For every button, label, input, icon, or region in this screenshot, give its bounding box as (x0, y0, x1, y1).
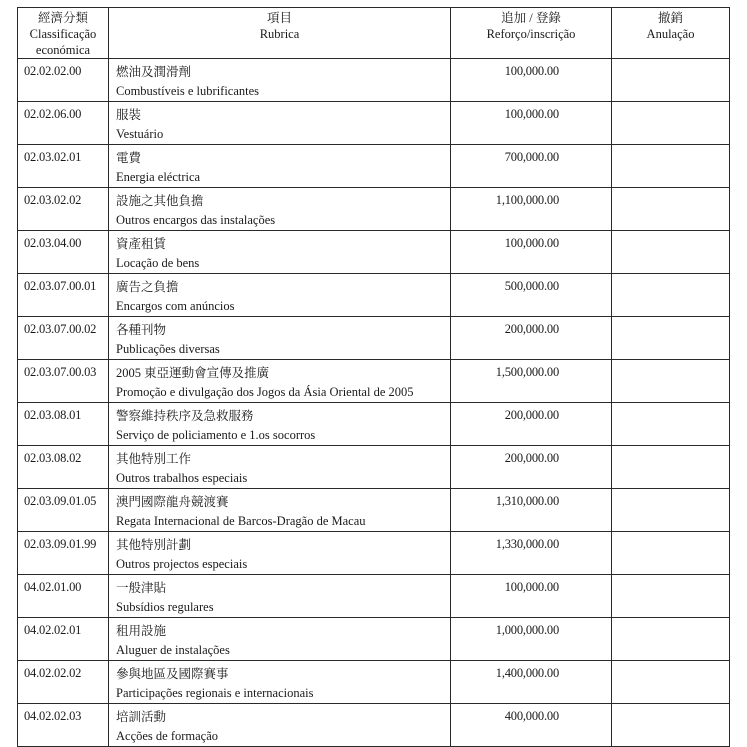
row-name-pt: Outros encargos das instalações (116, 213, 276, 227)
row-annulment (612, 661, 730, 704)
row-name-pt: Aluguer de instalações (116, 643, 230, 657)
row-name-zh: 一般津貼 (116, 581, 167, 595)
row-name-zh: 服裝 (116, 108, 142, 122)
row-name-pt: Promoção e divulgação dos Jogos da Ásia Oriental de 2005 (116, 385, 414, 399)
header-reinforcement (451, 8, 612, 59)
row-annulment (612, 59, 730, 102)
header-col3-zh: 追加 / 登錄 (501, 11, 561, 25)
row-amount: 100,000.00 (451, 575, 612, 618)
row-annulment (612, 618, 730, 661)
row-annulment (612, 317, 730, 360)
table-row (18, 661, 730, 704)
table-row (18, 145, 730, 188)
row-name-zh: 其他特別工作 (116, 452, 192, 466)
row-name-pt: Energia eléctrica (116, 170, 201, 184)
row-code: 04.02.02.02 (18, 661, 109, 704)
row-name-pt: Locação de bens (116, 256, 200, 270)
row-name-zh: 警察維持秩序及急救服務 (116, 409, 254, 423)
row-name-pt: Serviço de policiamento e 1.os socorros (116, 428, 316, 442)
row-name-zh: 培訓活動 (116, 710, 167, 724)
row-name-pt: Combustíveis e lubrificantes (116, 84, 260, 98)
row-code: 02.03.02.01 (18, 145, 109, 188)
table-row (18, 618, 730, 661)
row-code: 02.03.07.00.03 (18, 360, 109, 403)
row-name-pt: Subsídios regulares (116, 600, 214, 614)
header-col2-pt: Rubrica (259, 27, 300, 41)
row-rubric (109, 188, 451, 231)
row-rubric (109, 360, 451, 403)
row-amount: 100,000.00 (451, 231, 612, 274)
table-row (18, 317, 730, 360)
table-row (18, 231, 730, 274)
row-rubric (109, 274, 451, 317)
row-name-zh: 各種刊物 (116, 323, 167, 337)
row-amount: 500,000.00 (451, 274, 612, 317)
row-amount: 200,000.00 (451, 403, 612, 446)
row-annulment (612, 145, 730, 188)
row-annulment (612, 575, 730, 618)
row-code: 02.02.02.00 (18, 59, 109, 102)
row-name-pt: Outros projectos especiais (116, 557, 248, 571)
row-annulment (612, 274, 730, 317)
row-name-zh: 2005 東亞運動會宣傳及推廣 (116, 366, 270, 380)
row-name-zh: 租用設施 (116, 624, 167, 638)
row-code: 04.02.02.01 (18, 618, 109, 661)
row-amount: 200,000.00 (451, 317, 612, 360)
row-code: 02.03.09.01.99 (18, 532, 109, 575)
header-col4-pt: Anulação (646, 27, 695, 41)
row-code: 02.03.07.00.02 (18, 317, 109, 360)
row-amount: 1,100,000.00 (451, 188, 612, 231)
header-col1-pt-line2: económica (35, 43, 91, 57)
row-amount: 1,000,000.00 (451, 618, 612, 661)
row-rubric (109, 317, 451, 360)
row-amount: 700,000.00 (451, 145, 612, 188)
row-name-pt: Vestuário (116, 127, 164, 141)
row-annulment (612, 403, 730, 446)
row-name-zh: 燃油及潤滑劑 (116, 65, 192, 79)
row-code: 02.03.04.00 (18, 231, 109, 274)
table-row (18, 403, 730, 446)
table-row (18, 532, 730, 575)
row-rubric (109, 489, 451, 532)
table-row (18, 704, 730, 747)
header-economic-classification (18, 8, 109, 59)
row-name-zh: 參與地區及國際賽事 (116, 667, 229, 681)
row-annulment (612, 532, 730, 575)
row-code: 02.03.08.02 (18, 446, 109, 489)
row-annulment (612, 446, 730, 489)
row-annulment (612, 102, 730, 145)
table-row (18, 360, 730, 403)
table-row (18, 446, 730, 489)
row-rubric (109, 145, 451, 188)
row-rubric (109, 704, 451, 747)
row-annulment (612, 360, 730, 403)
table-row (18, 489, 730, 532)
row-annulment (612, 231, 730, 274)
row-amount: 400,000.00 (451, 704, 612, 747)
row-code: 02.03.07.00.01 (18, 274, 109, 317)
table-row (18, 188, 730, 231)
row-name-pt: Outros trabalhos especiais (116, 471, 248, 485)
row-code: 02.03.08.01 (18, 403, 109, 446)
row-rubric (109, 446, 451, 489)
row-name-pt: Participações regionais e internacionais (116, 686, 314, 700)
header-annulment (612, 8, 730, 59)
row-rubric (109, 403, 451, 446)
header-col1-zh: 經濟分類 (37, 11, 88, 25)
row-amount: 200,000.00 (451, 446, 612, 489)
row-rubric (109, 102, 451, 145)
row-amount: 1,400,000.00 (451, 661, 612, 704)
row-amount: 1,330,000.00 (451, 532, 612, 575)
table-row (18, 274, 730, 317)
row-amount: 1,500,000.00 (451, 360, 612, 403)
row-name-zh: 電費 (116, 151, 142, 165)
row-name-zh: 資產租賃 (116, 237, 167, 251)
row-name-zh: 廣告之負擔 (116, 280, 179, 294)
row-annulment (612, 489, 730, 532)
header-col1-pt-line1: Classificação (29, 27, 97, 41)
table-body (18, 59, 730, 747)
header-col4-zh: 撤銷 (657, 11, 683, 25)
table-row (18, 102, 730, 145)
table-row (18, 59, 730, 102)
row-code: 02.03.09.01.05 (18, 489, 109, 532)
header-col3-pt: Reforço/inscrição (486, 27, 576, 41)
row-name-zh: 其他特別計劃 (116, 538, 192, 552)
row-rubric (109, 618, 451, 661)
row-name-pt: Acções de formação (116, 729, 219, 743)
header-col2-zh: 項目 (266, 11, 292, 25)
header-rubric (109, 8, 451, 59)
row-code: 02.02.06.00 (18, 102, 109, 145)
row-amount: 100,000.00 (451, 59, 612, 102)
row-name-pt: Encargos com anúncios (116, 299, 235, 313)
budget-table (17, 7, 730, 747)
row-amount: 100,000.00 (451, 102, 612, 145)
table-header (18, 8, 730, 59)
table-row (18, 575, 730, 618)
row-name-pt: Regata Internacional de Barcos-Dragão de Macau (116, 514, 366, 528)
row-code: 04.02.02.03 (18, 704, 109, 747)
row-rubric (109, 532, 451, 575)
row-code: 02.03.02.02 (18, 188, 109, 231)
row-code: 04.02.01.00 (18, 575, 109, 618)
row-rubric (109, 661, 451, 704)
row-name-zh: 設施之其他負擔 (116, 194, 204, 208)
row-rubric (109, 575, 451, 618)
row-annulment (612, 704, 730, 747)
row-rubric (109, 59, 451, 102)
row-name-zh: 澳門國際龍舟競渡賽 (116, 495, 229, 509)
row-name-pt: Publicações diversas (116, 342, 220, 356)
row-rubric (109, 231, 451, 274)
row-amount: 1,310,000.00 (451, 489, 612, 532)
header-row (18, 8, 730, 59)
row-annulment (612, 188, 730, 231)
